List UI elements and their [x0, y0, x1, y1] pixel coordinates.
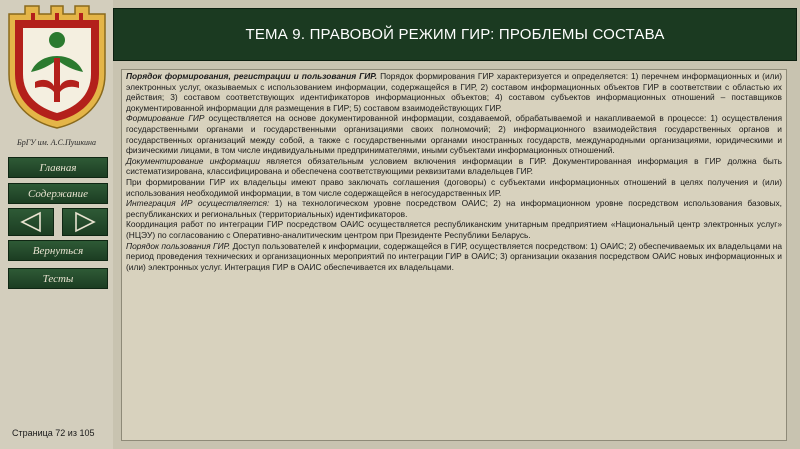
paragraph-lead: Порядок пользования ГИР.: [126, 240, 231, 251]
paragraph-lead: Интеграция ИР осуществляется:: [126, 198, 270, 209]
arrow-left-icon: [16, 211, 46, 233]
university-name: БрГУ им. А.С.Пушкина: [16, 138, 97, 147]
paragraph-usage-order: [126, 241, 782, 273]
university-crest-logo: [5, 4, 109, 130]
paragraph-text: Доступ пользователей к информации, содержащейся в ГИР, осуществляется посредством: 1) ОАИС; 2) обеспечиваемых их владельцами на период проведения технических и организационных мероприятий по интеграции ГИР в ОАИС; 3) организации оказания посредством ОАИС новых информационных и (или) электронных услуг. Интеграция ГИР в ОАИС обеспечивается их владельцами.: [126, 240, 782, 272]
paragraph-text: Порядок формирования ГИР характеризуется и определяется: 1) перечнем информационных и (или) электронных услуг, оказываемых с использованием информации, содержащейся в ГИР, 2) составом информационных объектов ГИР в соответствии с областью их действия; 3) составом соответствующих идентификаторов информационных объектов; 4) составом субъектов информационных отношений – поставщиков документированной информации для размещения в ГИР; 5) составом взаимодействующих ГИР.: [126, 71, 782, 113]
sidebar: [0, 0, 113, 449]
nav-contents-button[interactable]: Содержание: [8, 183, 108, 204]
next-page-button[interactable]: [62, 208, 108, 236]
content-panel: [121, 69, 787, 441]
paragraph-integration: [126, 198, 782, 219]
prev-page-button[interactable]: [8, 208, 54, 236]
page-header: [113, 8, 797, 61]
nav-home-button[interactable]: Главная: [8, 157, 108, 178]
nav-back-button[interactable]: Вернуться: [8, 240, 108, 261]
paragraph-lead: Формирование ГИР: [126, 113, 205, 124]
paragraph-agreements: При формировании ГИР их владельцы имеют право заключать соглашения (договоры) с субъектами информационных отношений в целях получения и (или) использования необходимой информации, в том числе содержащейся в негосударственных ИР.: [126, 176, 782, 198]
page-title: ТЕМА 9. ПРАВОВОЙ РЕЖИМ ГИР: ПРОБЛЕМЫ СОСТАВА: [245, 26, 665, 43]
paragraph-text: является обязательным условием включения информации в ГИР. Документированная информация в ГИР должна быть систематизирована, классифицирована и обеспечена соответствующими реквизитами владельцев ГИР.: [126, 155, 782, 177]
page-counter: Страница 72 из 105: [12, 428, 95, 438]
paragraph-text: 1) на технологическом уровне посредством ОАИС; 2) на информационном уровне посредством использования базовых, республиканских и региональных (территориальных) идентификаторов.: [126, 198, 782, 219]
arrow-right-icon: [70, 211, 100, 233]
paragraph-documenting: [126, 156, 782, 177]
paragraph-lead: Документирование информации: [126, 155, 260, 166]
paragraph-formation-order: [126, 71, 782, 113]
paragraph-heading: Порядок формирования, регистрации и пользования ГИР.: [126, 71, 378, 81]
paragraph-text: осуществляется на основе документированной информации, создаваемой, обрабатываемой и накапливаемой в процессе: 1) осуществления государственными органами и государственными организациями своих полномочий; 2) информационного взаимодействия государственных органов и государственных организаций между собой, а также с государственными органами иностранных государств, международными организациями, юридическими и физическими лицами, в том числе индивидуальными предпринимателями, иными субъектами информационных отношений.: [126, 113, 782, 156]
nav-tests-button[interactable]: Тесты: [8, 268, 108, 289]
paragraph-coordination: Координация работ по интеграции ГИР посредством ОАИС осуществляется республиканским унитарным предприятием «Национальный центр электронных услуг» (НЦЭУ) по согласованию с Оперативно-аналитическим центром при Президенте Республики Беларусь.: [126, 219, 782, 240]
paragraph-formation: [126, 113, 782, 155]
